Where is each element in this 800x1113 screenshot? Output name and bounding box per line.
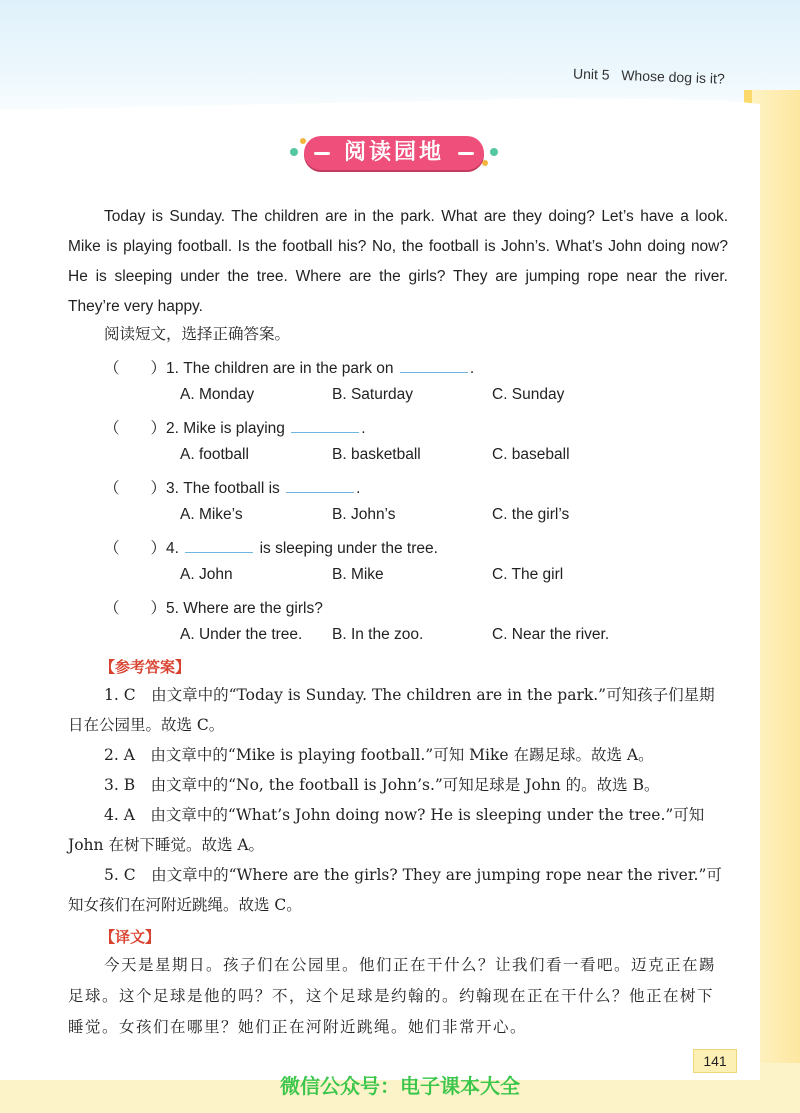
answer-paren: （ ） <box>104 420 167 437</box>
option-b: B. In the zoo. <box>332 626 424 643</box>
question-text-end: . <box>469 360 475 377</box>
answers-heading: 【参考答案】 <box>100 658 191 676</box>
page-number: 141 <box>693 1049 737 1073</box>
question-4 <box>104 536 438 558</box>
answer-paren: （ ） <box>104 360 167 377</box>
reading-passage: Today is Sunday. The children are in the park. What are they doing? Let’s have a look. Mike is playing football. Is the football his? No, the football is John’s. What’s John doing now? He is sleeping under the tree. Where are the girls? They are jumping rope near the river. They’re very happy. <box>68 208 728 315</box>
option-c: C. The girl <box>492 566 564 583</box>
section-banner <box>290 136 500 172</box>
question-text-end: . <box>361 420 366 437</box>
option-b: B. basketball <box>332 446 421 463</box>
question-number: 4. <box>166 540 179 557</box>
question-number: 5. <box>166 600 179 617</box>
question-text: The children are in the park on <box>183 360 394 377</box>
answer-paren: （ ） <box>104 600 167 617</box>
option-c: C. Near the river. <box>492 626 610 643</box>
question-number: 2. <box>166 420 179 437</box>
question-text-end: . <box>356 480 361 497</box>
answer-3: 3. B 由文章中的“No, the football is John’s.”可知足球是 John 的。故选 B。 <box>104 776 660 794</box>
answer-paren: （ ） <box>104 540 167 557</box>
banner-title: 阅读园地 <box>343 140 444 165</box>
option-a: A. John <box>180 566 233 583</box>
option-c: C. baseball <box>492 446 570 463</box>
option-a: A. Mike’s <box>180 506 243 523</box>
instruction: 阅读短文，选择正确答案。 <box>104 325 291 343</box>
question-text-end: is sleeping under the tree. <box>259 540 438 557</box>
question-5 <box>104 596 323 618</box>
answer-4: 4. A 由文章中的“What’s John doing now? He is sleeping under the tree.”可知 John 在树下睡觉。故选 A。 <box>68 806 705 854</box>
option-c: C. Sunday <box>492 386 565 403</box>
option-b: B. Mike <box>332 566 384 583</box>
question-number: 1. <box>166 360 179 377</box>
question-3 <box>104 476 360 498</box>
blank-line <box>286 478 354 493</box>
answer-1: 1. C 由文章中的“Today is Sunday. The children are in the park.”可知孩子们星期日在公园里。故选 C。 <box>68 686 715 734</box>
answer-paren: （ ） <box>104 480 167 497</box>
banner-dot-right <box>490 148 498 156</box>
question-text: Mike is playing <box>183 420 285 437</box>
option-a: A. Under the tree. <box>180 626 303 643</box>
question-text: The football is <box>183 480 280 497</box>
translation: 今天是星期日。孩子们在公园里。他们正在干什么？让我们看一看吧。迈克正在踢足球。这个足球是他的吗？不，这个足球是约翰的。约翰现在正在干什么？他正在树下睡觉。女孩们在哪里？她们正在河附近跳绳。她们非常开心。 <box>68 956 717 1036</box>
question-2 <box>104 416 366 438</box>
translation-heading: 【译文】 <box>100 928 161 946</box>
banner-dot-left <box>290 148 298 156</box>
unit-label: Unit 5 <box>572 65 610 83</box>
answer-5: 5. C 由文章中的“Where are the girls? They are jumping rope near the river.”可知女孩们在河附近跳绳。故选 C。 <box>68 866 722 914</box>
blank-line <box>185 538 253 553</box>
question-1 <box>104 356 474 378</box>
question-text: Where are the girls? <box>183 600 323 617</box>
blank-line <box>291 418 359 433</box>
option-b: B. John’s <box>332 506 396 523</box>
option-b: B. Saturday <box>332 386 413 403</box>
answer-2: 2. A 由文章中的“Mike is playing football.”可知 Mike 在踢足球。故选 A。 <box>104 746 654 764</box>
blank-line <box>400 358 468 373</box>
question-number: 3. <box>166 480 179 497</box>
unit-title: Whose dog is it? <box>620 67 725 87</box>
option-c: C. the girl’s <box>492 506 570 523</box>
option-a: A. football <box>180 446 249 463</box>
option-a: A. Monday <box>180 386 255 403</box>
footer-watermark: 微信公众号：电子课本大全 <box>280 1074 520 1098</box>
